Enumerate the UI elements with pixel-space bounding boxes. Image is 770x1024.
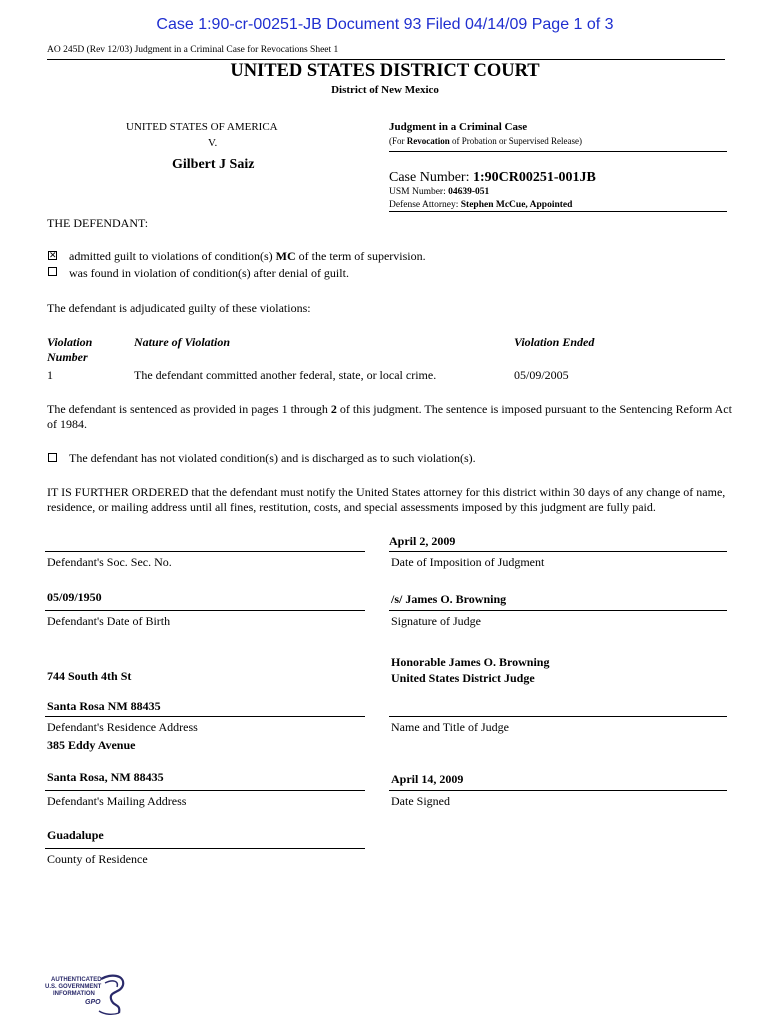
imposition-label: Date of Imposition of Judgment: [391, 555, 545, 569]
seal-mark: GPO: [85, 999, 101, 1006]
county-label: County of Residence: [47, 852, 148, 866]
residence-label: Defendant's Residence Address: [47, 720, 198, 734]
county-value: Guadalupe: [47, 828, 104, 842]
not-violated-text: The defendant has not violated condition(s) and is discharged as to such violation(s).: [69, 451, 476, 465]
plea-found-checkbox[interactable]: [48, 267, 57, 276]
usm-line: USM Number: 04639-051: [389, 187, 490, 197]
signature-rule: [389, 610, 727, 611]
sentence-paragraph: The defendant is sentenced as provided in pages 1 through 2 of this judgment. The sentence is imposed pursuant to the Sentencing Reform Act of 1984.: [47, 402, 732, 431]
imposition-rule: [389, 551, 727, 552]
signature-label: Signature of Judge: [391, 614, 481, 628]
judge-name: Honorable James O. Browning: [391, 655, 550, 669]
seal-line-2: U.S. GOVERNMENT: [45, 984, 102, 990]
versus: V.: [208, 137, 218, 149]
residence-line-1: 744 South 4th St: [47, 669, 132, 683]
eagle-icon: [97, 973, 129, 1017]
dob-value: 05/09/1950: [47, 590, 102, 604]
nature-header: Nature of Violation: [134, 335, 231, 349]
imposition-date: April 2, 2009: [389, 534, 456, 548]
header-rule: [47, 59, 725, 60]
judge-signature: /s/ James O. Browning: [391, 592, 507, 606]
violation-nature: The defendant committed another federal, state, or local crime.: [134, 368, 437, 382]
date-signed: April 14, 2009: [391, 772, 464, 786]
ssn-rule: [45, 551, 365, 552]
violation-number-header-2: Number: [47, 350, 88, 364]
mailing-rule: [45, 790, 365, 791]
county-rule: [45, 848, 365, 849]
judgment-title: Judgment in a Criminal Case: [389, 121, 528, 133]
dob-rule: [45, 610, 365, 611]
judgment-subtitle: (For Revocation of Probation or Supervised Release): [389, 136, 582, 146]
residence-rule: [45, 716, 365, 717]
case-header-stamp: Case 1:90-cr-00251-JB Document 93 Filed 04/14/09 Page 1 of 3: [156, 16, 614, 33]
plaintiff-name: UNITED STATES OF AMERICA: [126, 121, 278, 133]
plea-admitted-checkbox[interactable]: ✕: [49, 251, 57, 261]
name-title-label: Name and Title of Judge: [391, 720, 509, 734]
ssn-label: Defendant's Soc. Sec. No.: [47, 555, 172, 569]
dob-label: Defendant's Date of Birth: [47, 614, 171, 628]
case-number: 1:90CR00251-001JB: [472, 170, 596, 185]
mailing-line-1: 385 Eddy Avenue: [47, 738, 136, 752]
court-district: District of New Mexico: [331, 84, 439, 96]
violation-ended: 05/09/2005: [514, 368, 569, 382]
mailing-line-2: Santa Rosa, NM 88435: [47, 770, 164, 784]
defendant-heading: THE DEFENDANT:: [47, 216, 149, 230]
court-title: UNITED STATES DISTRICT COURT: [230, 61, 540, 81]
violation-ended-header: Violation Ended: [514, 335, 595, 349]
case-number-line: [389, 170, 596, 186]
name-title-rule: [389, 716, 727, 717]
defendant-name: Gilbert J Saiz: [172, 157, 255, 172]
plea-found-text: was found in violation of condition(s) after denial of guilt.: [69, 266, 349, 280]
attorney-rule: [389, 211, 727, 212]
residence-line-2: Santa Rosa NM 88435: [47, 699, 161, 713]
further-ordered-text: IT IS FURTHER ORDERED that the defendant must notify the United States attorney for this district within 30 days of any change of name, residence, or mailing address until all fines, restitution, costs, and special assessments imposed by this judgment are fully paid.: [47, 485, 726, 514]
seal-line-3: INFORMATION: [53, 991, 95, 997]
seal-line-1: AUTHENTICATED: [51, 977, 102, 983]
not-violated-checkbox[interactable]: [48, 453, 57, 462]
violation-number-header-1: Violation: [47, 335, 93, 349]
mailing-label: Defendant's Mailing Address: [47, 794, 187, 808]
adjudicated-text: The defendant is adjudicated guilty of these violations:: [47, 301, 311, 315]
form-identifier: AO 245D (Rev 12/03) Judgment in a Criminal Case for Revocations Sheet 1: [47, 45, 339, 55]
judgment-rule: [389, 151, 727, 152]
judge-title: United States District Judge: [391, 671, 535, 685]
violation-number: 1: [47, 368, 53, 382]
plea-admitted-text: admitted guilt to violations of condition(s) MC of the term of supervision.: [69, 249, 426, 263]
attorney-line: Defense Attorney: Stephen McCue, Appointed: [389, 200, 573, 210]
date-signed-label: Date Signed: [391, 794, 450, 808]
case-number-label: Case Number:: [389, 170, 470, 185]
date-signed-rule: [389, 790, 727, 791]
gpo-authentication-seal: [45, 973, 135, 1017]
